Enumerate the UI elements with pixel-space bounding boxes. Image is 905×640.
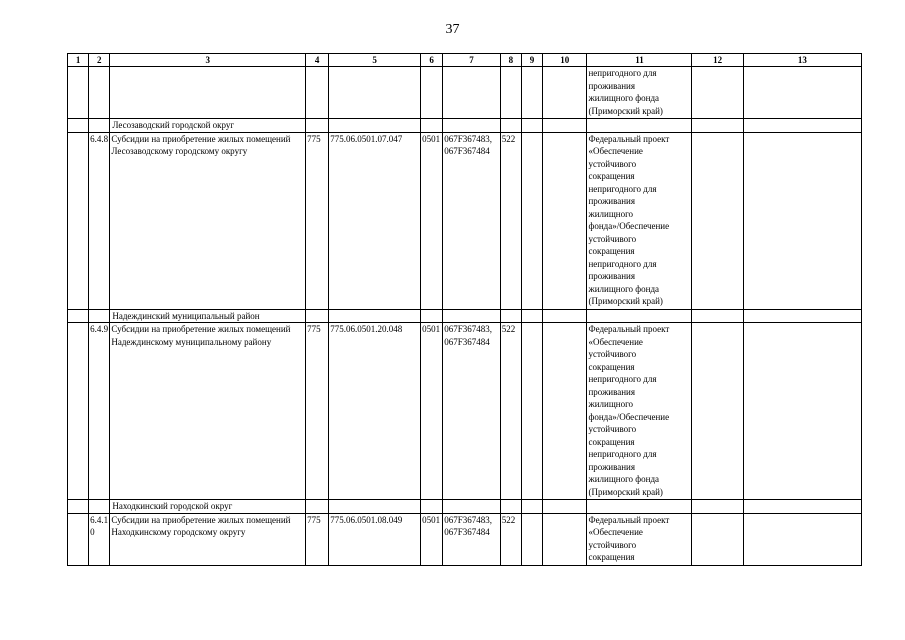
program-cell: непригодного для проживания жилищного фонда (Приморский край): [587, 67, 692, 119]
header-cell: 3: [110, 54, 306, 67]
header-cell: 11: [587, 54, 692, 67]
code-cell: 775.06.0501.07.047: [329, 132, 421, 309]
program-cell: Федеральный проект «Обеспечение устойчивого сокращения непригодного для проживания жилищного фонда»/Обеспечение устойчивого сокращения непригодного для проживания жилищного фонда (Приморский край): [587, 132, 692, 309]
code-cell: 775: [306, 323, 329, 500]
section-title: Надеждинский муниципальный район: [110, 309, 306, 323]
code-cell: 0501: [421, 323, 443, 500]
table-row: [68, 513, 862, 565]
header-row: [68, 54, 862, 67]
code-cell: 522: [500, 132, 521, 309]
header-cell: 6: [421, 54, 443, 67]
header-cell: 8: [500, 54, 521, 67]
header-cell: 1: [68, 54, 89, 67]
code-cell: 0501: [421, 513, 443, 565]
header-cell: 5: [329, 54, 421, 67]
program-cell: Федеральный проект «Обеспечение устойчивого сокращения: [587, 513, 692, 565]
section-row: [68, 500, 862, 514]
table-row: [68, 323, 862, 500]
code-cell: 522: [500, 513, 521, 565]
budget-table: [67, 53, 862, 566]
code-cell: 067F367483, 067F367484: [443, 513, 501, 565]
item-number: 6.4.1 0: [89, 513, 110, 565]
section-row: [68, 309, 862, 323]
code-cell: 775: [306, 132, 329, 309]
item-description: Субсидии на приобретение жилых помещений Находкинскому городскому округу: [110, 513, 306, 565]
item-number: 6.4.9: [89, 323, 110, 500]
code-cell: 067F367483, 067F367484: [443, 132, 501, 309]
header-cell: 9: [521, 54, 542, 67]
code-cell: 0501: [421, 132, 443, 309]
section-title: Находкинский городской округ: [110, 500, 306, 514]
page-number: 37: [445, 22, 460, 37]
code-cell: 775.06.0501.08.049: [329, 513, 421, 565]
code-cell: 067F367483, 067F367484: [443, 323, 501, 500]
header-cell: 2: [89, 54, 110, 67]
item-number: 6.4.8: [89, 132, 110, 309]
code-cell: 775.06.0501.20.048: [329, 323, 421, 500]
header-cell: 10: [543, 54, 587, 67]
item-description: Субсидии на приобретение жилых помещений Лесозаводскому городскому округу: [110, 132, 306, 309]
table-row: [68, 67, 862, 119]
section-row: [68, 119, 862, 133]
header-cell: 13: [743, 54, 861, 67]
section-title: Лесозаводский городской округ: [110, 119, 306, 133]
item-description: Субсидии на приобретение жилых помещений Надеждинскому муниципальному району: [110, 323, 306, 500]
header-cell: 7: [443, 54, 501, 67]
code-cell: 775: [306, 513, 329, 565]
program-cell: Федеральный проект «Обеспечение устойчивого сокращения непригодного для проживания жилищного фонда»/Обеспечение устойчивого сокращения непригодного для проживания жилищного фонда (Приморский край): [587, 323, 692, 500]
code-cell: 522: [500, 323, 521, 500]
header-cell: 4: [306, 54, 329, 67]
header-cell: 12: [692, 54, 743, 67]
table-row: [68, 132, 862, 309]
